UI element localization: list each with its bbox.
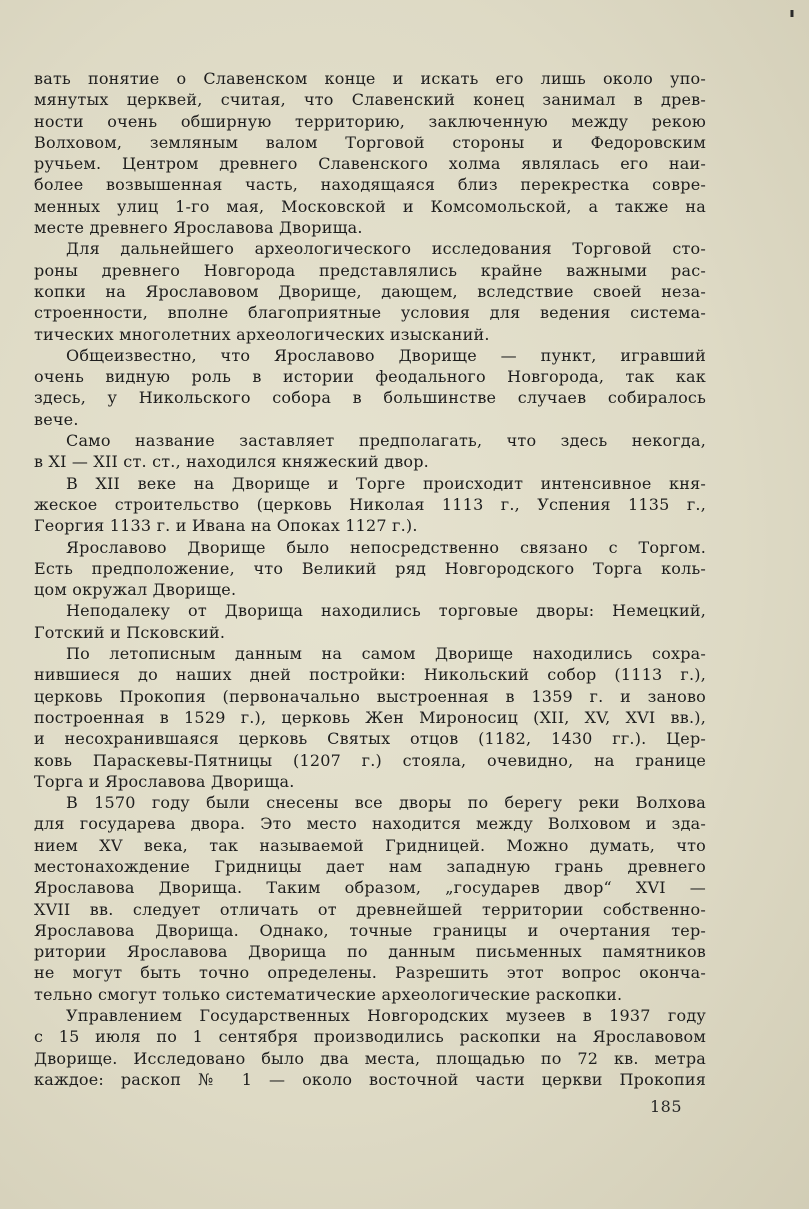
text-line: Ярославова Дворища. Таким образом, „государев двор“ XVI — <box>34 878 706 898</box>
text-line: строенности, вполне благоприятные условия для ведения система- <box>34 303 706 323</box>
text-line: здесь, у Никольского собора в большинстве случаев собиралось <box>34 388 706 408</box>
text-line: В 1570 году были снесены все дворы по берегу реки Волхова <box>66 793 706 813</box>
text-line: построенная в 1529 г.), церковь Жен Мироносиц (XII, XV, XVI вв.), <box>34 707 706 727</box>
text-line: ковь Параскевы-Пятницы (1207 г.) стояла, очевидно, на границе <box>34 750 706 770</box>
text-line: мянутых церквей, считая, что Славенский конец занимал в древ- <box>34 90 706 110</box>
text-line: ности очень обширную территорию, заключенную между рекою <box>34 111 706 131</box>
text-line: вече. <box>34 409 79 429</box>
text-line: Готский и Псковский. <box>34 622 226 642</box>
text-line: каждое: раскоп № 1 — около восточной части церкви Прокопия <box>34 1069 706 1089</box>
text-line: По летописным данным на самом Дворище находились сохра- <box>66 644 706 664</box>
text-line: нившиеся до наших дней постройки: Никольский собор (1113 г.), <box>34 665 706 685</box>
text-line: для государева двора. Это место находится между Волховом и зда- <box>34 814 706 834</box>
text-line: ручьем. Центром древнего Славенского холма являлась его наи- <box>34 154 706 174</box>
text-line: месте древнего Ярославова Дворища. <box>34 218 363 238</box>
edge-mark: ' <box>788 6 796 36</box>
text-line: тических многолетних археологических изысканий. <box>34 324 490 344</box>
text-line: В XII веке на Дворище и Торге происходит интенсивное кня- <box>66 473 706 493</box>
text-line: ритории Ярославова Дворища по данным письменных памятников <box>34 942 706 962</box>
text-line: Управлением Государственных Новгородских музеев в 1937 году <box>66 1006 706 1026</box>
text-line: менных улиц 1-го мая, Московской и Комсомольской, а также на <box>34 196 706 216</box>
text-line: в XI — XII ст. ст., находился княжеский двор. <box>34 452 429 472</box>
page-number: 185 <box>650 1097 683 1116</box>
text-line: Есть предположение, что Великий ряд Новгородского Торга коль- <box>34 558 706 578</box>
text-line: жеское строительство (церковь Николая 1113 г., Успения 1135 г., <box>34 494 706 514</box>
text-line: Для дальнейшего археологического исследования Торговой сто- <box>66 239 706 259</box>
body-text <box>34 68 706 1090</box>
text-line: вать понятие о Славенском конце и искать его лишь около упо- <box>34 69 706 88</box>
text-line: очень видную роль в истории феодального Новгорода, так как <box>34 367 706 387</box>
text-line: XVII вв. следует отличать от древнейшей территории собственно- <box>34 899 706 919</box>
text-line: Волховом, земляным валом Торговой стороны и Федоровским <box>34 132 706 152</box>
text-line: Неподалеку от Дворища находились торговые дворы: Немецкий, <box>66 601 706 621</box>
text-line: тельно смогут только систематические археологические раскопки. <box>34 984 623 1004</box>
text-line: Торга и Ярославова Дворища. <box>34 771 295 791</box>
text-line: местонахождение Гридницы дает нам западную грань древнего <box>34 856 706 876</box>
text-line: копки на Ярославовом Дворище, дающем, вследствие своей неза- <box>34 281 706 301</box>
text-line: роны древнего Новгорода представлялись крайне важными рас- <box>34 260 706 280</box>
text-line: Дворище. Исследовано было два места, площадью по 72 кв. метра <box>34 1048 706 1068</box>
text-line: церковь Прокопия (первоначально выстроенная в 1359 г. и заново <box>34 686 706 706</box>
text-line: с 15 июля по 1 сентября производились раскопки на Ярославовом <box>34 1027 706 1047</box>
text-line: не могут быть точно определены. Разрешить этот вопрос оконча- <box>34 963 706 983</box>
text-line: Георгия 1133 г. и Ивана на Опоках 1127 г.). <box>34 516 418 536</box>
text-line: и несохранившаяся церковь Святых отцов (1182, 1430 гг.). Цер- <box>34 729 706 749</box>
text-line: нием XV века, так называемой Гридницей. Можно думать, что <box>34 835 706 855</box>
text-line: Само название заставляет предполагать, что здесь некогда, <box>66 431 706 451</box>
text-line: Ярославово Дворище было непосредственно связано с Торгом. <box>66 537 706 557</box>
text-line: Ярославова Дворища. Однако, точные границы и очертания тер- <box>34 920 706 940</box>
text-line: Общеизвестно, что Ярославово Дворище — пункт, игравший <box>66 345 706 365</box>
text-line: цом окружал Дворище. <box>34 580 237 600</box>
text-line: более возвышенная часть, находящаяся близ перекрестка совре- <box>34 175 706 195</box>
